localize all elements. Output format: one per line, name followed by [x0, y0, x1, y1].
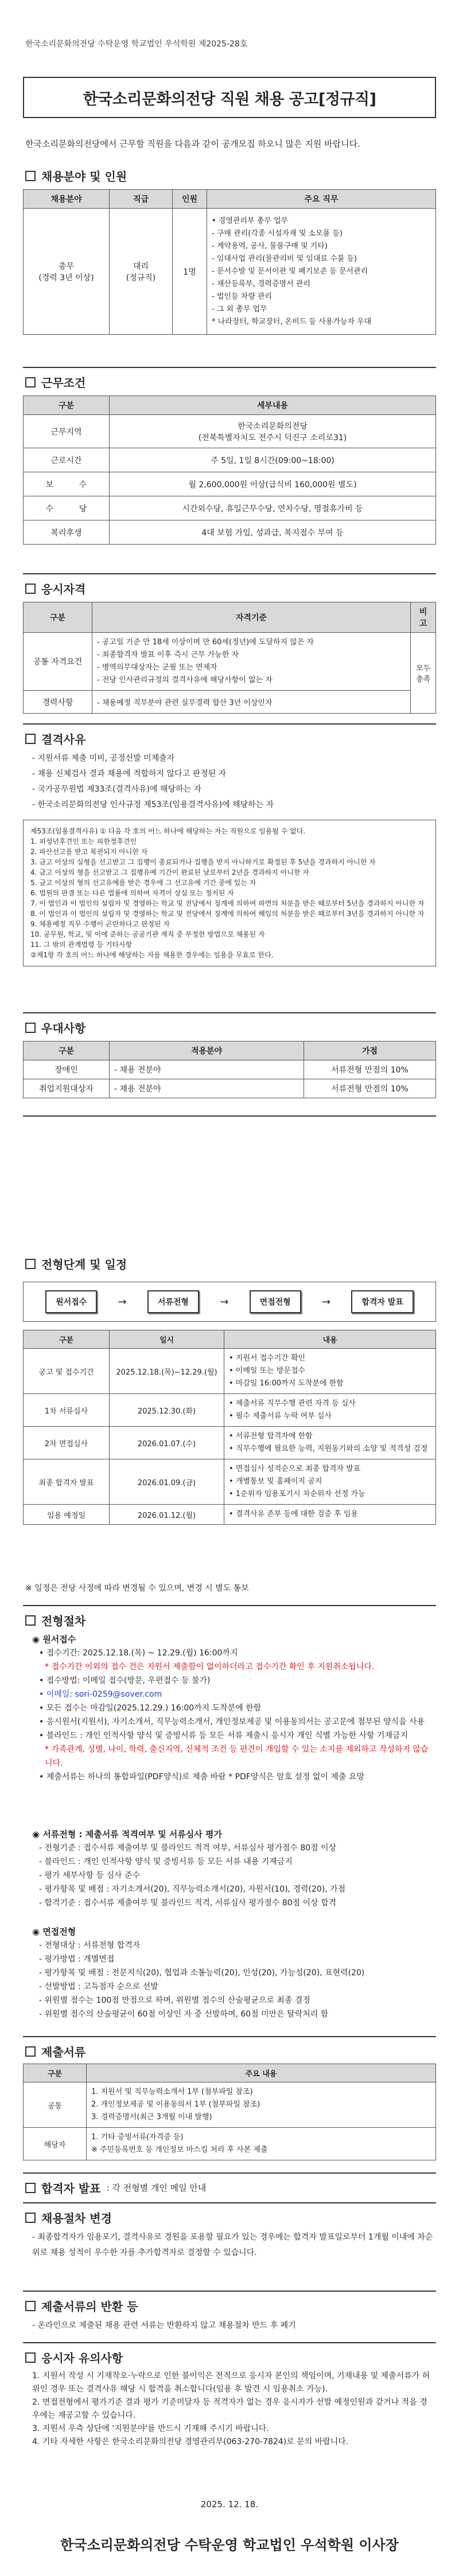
flow-step: 서류전형 — [147, 1290, 199, 1313]
arrow-right-icon: → — [321, 1295, 331, 1308]
qual-table: 구분 자격기준 비고 공통 자격요건 - 공고일 기준 만 18세 이상이며 만 60세(정년)에 도달하지 않은 자 - 최종합격자 발표 이후 즉시 근무 가능한 자 - 병역의무대상자는 군필 또는 면제자 - 전당 인사관리규정의 결격사유에 해당사항이 없는 자 모두 충족 경력사항 - 채용예정 직무분야 관련 실무경력 합산 3년 이상인자 — [23, 602, 436, 714]
divider — [23, 2291, 436, 2292]
page-title — [23, 77, 436, 118]
disq-list: - 지원서류 제출 미비, 공정선발 미제출자 - 채용 신체검사 결과 채용에 적합하지 않다고 판정된 자 - 국가공무원법 제33조(결격사유)에 해당하는 자 - 한국소리문화의전당 인사규정 제53조(임용결격사유)에 해당하는 자 — [32, 754, 274, 809]
section-return-heading: 제출서류의 반환 등 — [25, 2297, 138, 2314]
section-announce-heading: 합격자 발표 : 각 전형별 개인 메일 안내 — [25, 2179, 206, 2196]
square-bullet-icon — [25, 1615, 36, 1626]
divider — [23, 2172, 436, 2174]
section-recruit-heading: 채용분야 및 인원 — [25, 167, 127, 184]
flow-step: 합격자 발표 — [351, 1290, 414, 1313]
recruit-header: 채용분야 — [24, 190, 110, 209]
recruit-rank: 대리 (정규직) — [110, 209, 173, 335]
recruit-table — [23, 189, 436, 335]
disq-regulation-box: 제53조(임용결격사유) ① 다음 각 호의 어느 하나에 해당하는 자는 직원으로 임용될 수 없다. 1. 피성년후견인 또는 피한정후견인 2. 파산선고를 받고 복권되지 아니한 자 3. 금고 이상의 실형을 선고받고 그 집행이 종료되거나 집행을 받지 아니하기로 확정된 후 5년을 경과하지 아니한 자 4. 금고 이상의 형을 선고받고 그 집행유예 기간이 완료된 날로부터 2년을 경과하지 아니한 자 5. 금고 이상의 형의 선고유예를 받은 경우에 그 선고유예 기간 중에 있는 자 6. 법원의 판결 또는 다른 법률에 의하여 자격이 상실 또는 정지된 자 7. 이 법인과 이 법인의 설립자 및 경영하는 학교 및 전당에서 징계에 의하여 파면의 처분을 받은 때로부터 5년을 경과하지 아니한 자 8. 이 법인과 이 법인의 설립자 및 경영하는 학교 및 전당에서 징계에 의하여 해임의 처분을 받은 때로부터 3년을 경과하지 아니한 자 9. 채용예정 직무 수행이 곤란하다고 판정된 자 10. 공무원, 학교, 및 이에 준하는 공공기관 재직 중 부정한 방법으로 채용된 자 11. 그 밖의 관계법령 등 기타사항 ②제1항 각 호의 어느 하나에 해당하는 자를 채용한 경우에는 임용을 무효로 한다. — [23, 820, 436, 966]
square-bullet-icon — [25, 1023, 36, 1033]
recruit-duties: • 경영관리부 총무 업무 - 구매 관리(각종 시설자재 및 소모품 등) - 계약용역, 공사, 물품구매 및 기타) - 임대사업 관리(물관리비 및 임대료 수불 등) - 문서수발 및 문서이관 및 폐기보존 등 문서관리 - 재산등록부, 경력증명서 관리 - 법인등 차량 관리 - 그 외 총무 업무 * 나라장터, 학교장터, 온비드 등 사용가능자 우대 — [207, 209, 436, 335]
flow-step: 원서접수 — [45, 1290, 97, 1313]
proc-document-screening: ◉ 서류전형 : 제출서류 적격여부 및 서류심사 평가 - 전형기준 : 접수서류 제출여부 및 블라인드 적격 여부, 서류심사 평가점수 80점 이상 - 블라인드 : 개인 인적사항 양식 및 증빙서류 등 모든 서류 내용 기재금지 - 평가 세부사항 등 심사 준수 - 평가항목 및 배점 : 자기소개서(20), 직무능력소개서(20), 자원서(10), 경력(20), 가점 - 합격기준 : 접수서류 제출여부 및 블라인드 적격, 서류심사 평가점수 80점 이상 합격 — [32, 1827, 434, 1910]
footer-date: 2025. 12. 18. — [200, 2499, 259, 2510]
recruit-header: 인원 — [173, 190, 207, 209]
schedule-note: ※ 일정은 전당 사정에 따라 변경될 수 있으며, 변경 시 별도 통보 — [25, 1584, 249, 1593]
proc-interview: ◉ 면접전형 - 전형대상 : 서류전형 합격자 - 평가방법 : 개별면접 - 평가항목 및 배점 : 전문지식(20), 협업과 소통능력(20), 인성(20), 가능성(20), 표현력(20) - 선발방법 : 고득점자 순으로 선발 - 위원별 점수는 100점 만점으로 하며, 위원별 점수의 산술평균으로 최종 결정 - 위원별 점수의 산술평균이 60점 이상인 자 중 선발하며, 60점 미만은 탈락처리 함 — [32, 1925, 434, 2021]
arrow-right-icon: → — [220, 1295, 229, 1308]
return-text: - 온라인으로 제출된 채용 관련 서류는 반환하지 않고 채용절차 반드 후 폐기 — [32, 2321, 296, 2330]
section-docs-heading: 제출서류 — [25, 2043, 85, 2060]
divider — [23, 1115, 436, 1117]
recruit-header: 주요 직무 — [207, 190, 436, 209]
section-sched-heading: 전형단계 및 일정 — [25, 1255, 127, 1272]
recruit-header: 직급 — [110, 190, 173, 209]
proc-step-title: ◉ 서류전형 : 제출서류 적격여부 및 서류심사 평가 — [32, 1829, 222, 1839]
divider — [23, 1605, 436, 1606]
section-work-heading: 근무조건 — [25, 374, 85, 390]
divider — [23, 2342, 436, 2343]
section-notes-heading: 응시자 유의사항 — [25, 2349, 123, 2366]
section-pref-heading: 우대사항 — [25, 1019, 85, 1036]
square-bullet-icon — [25, 584, 36, 594]
divider — [23, 367, 436, 368]
divider — [23, 723, 436, 725]
proc-step-title: ◉ 면접전형 — [32, 1927, 76, 1937]
square-bullet-icon — [25, 2301, 36, 2311]
notes-list: 1. 지원서 작성 시 기재착오·누락으로 인한 불이익은 전적으로 응시자 본인의 책임이며, 기재내용 및 제출서류가 허위인 경우 또는 결격사유 해당 시 합격을 취소합니다(임용 후 발견 시 임용취소 가능). 2. 면접전형에서 평가기준 결과 평가 기준미달자 등 적격자가 없는 경우 응시자가 선발 예정인원과 같거나 적을 경우에는 재공고할 수 있습니다. 3. 지원서 우측 상단에 '지원분야'를 반드시 기재해 주시기 바랍니다. 4. 기타 자세한 사항은 한국소리문화의전당 경영관리부(063-270-7824)로 문의 바랍니다. — [32, 2371, 430, 2446]
footer-organization: 한국소리문화의전당 수탁운영 학교법인 우석학원 이사장 — [60, 2537, 399, 2553]
pref-table: 구분 적용분야 가점 장애인 - 채용 전분야 서류전형 만점의 10% 취업지원대상자 - 채용 전분야 서류전형 만점의 10% — [23, 1041, 436, 1098]
process-flow — [23, 1282, 436, 1322]
change-text: - 최종합격자가 임용포기, 결격사유로 경원을 포용할 필요가 있는 경우에는 합격자 발표일로부터 1개월 이내에 차순위로 채용 성적이 우수한 자를 추가합격자로 결정할 수 있습니다. — [32, 2233, 433, 2257]
square-bullet-icon — [25, 377, 36, 387]
recruit-count: 1명 — [173, 209, 207, 335]
recruit-field: 총무 (경력 3년 이상) — [24, 209, 110, 335]
announce-text: : 각 전형별 개인 메일 안내 — [106, 2183, 207, 2193]
square-bullet-icon — [25, 2046, 36, 2057]
square-bullet-icon — [25, 171, 36, 181]
divider — [23, 573, 436, 574]
square-bullet-icon — [25, 734, 36, 744]
title-text: 한국소리문화의전당 직원 채용 공고[정규직] — [83, 90, 376, 108]
work-table: 구분 세부내용 근무지역 한국소리문화의전당 (전북특별자치도 전주시 덕진구 소리로31) 근로시간 주 5일, 1일 8시간(09:00~18:00) 보 수 월 2,600,000원 이상(급식비 160,000원 별도) 수 당 시간외수당, 휴일근무수당, 연차수당, 명절휴가비 등 복리후생 4대 보험 가입, 성과급, 복지점수 부여 등 — [23, 396, 436, 545]
email-link[interactable]: • 이메일: sori-0259@sover.com — [39, 1690, 162, 1699]
arrow-right-icon: → — [118, 1295, 127, 1308]
flow-step: 면접전형 — [250, 1290, 301, 1313]
square-bullet-icon — [25, 2352, 36, 2363]
proc-step-title: ◉ 원서접수 — [32, 1634, 76, 1645]
docs-table: 구분 주요 내용 공통 1. 지원서 및 직무능력소개서 1부 (첨부파일 참조) 2. 개인정보제공 및 이용동의서 1부 (첨부파일 참조) 3. 경력증명서(최근 3개월 이내 발행) 해당자 1. 기타 증빙서류(자격증 등) ※ 주민등록번호 등 개인정보 마스킹 처리 후 사본 제출 — [23, 2064, 436, 2160]
divider — [23, 2036, 436, 2037]
square-bullet-icon — [25, 1259, 36, 1269]
section-proc-heading: 전형절차 — [25, 1612, 85, 1628]
section-qual-heading: 응시자격 — [25, 580, 85, 597]
square-bullet-icon — [25, 2183, 36, 2193]
divider — [23, 2202, 436, 2203]
schedule-table: 구분 일시 내용 공고 및 접수기간 2025.12.18.(목)~12.29.(월) • 지원서 접수기간 확인 • 이메일 또는 방문접수 • 마감일 16:00까지 도착분에 한함 1차 서류심사 2025.12.30.(화) • 제출서류 직무수행 관련 자격 등 심사 • 필수 제출서류 누락 여부 심사 2차 면접심사 2026.01.07.(수) • 서류전형 합격자에 한함 • 직무수행에 필요한 능력, 지원동기와의 소양 및 적격성 검정 최종 합격자 발표 2026.01.09.(금) • 면접심사 성적순으로 최종 합격자 발표 • 개별통보 및 홈페이지 공지 • 1순위자 임용포기시 차순위자 선정 가능 임용 예정일 2026.01.12.(월) • 결격사유 존부 등에 대한 검증 후 임용 — [23, 1330, 436, 1525]
section-disq-heading: 결격사유 — [25, 730, 85, 747]
square-bullet-icon — [25, 2213, 36, 2223]
divider — [23, 1012, 436, 1013]
proc-application: ◉ 원서접수 • 접수기간: 2025.12.18.(목) ~ 12.29.(월) 16:00까지 * 접수기간 이외의 접수 건은 지원서 제출함이 없이하더라고 접수기간 확인 후 지원취소됩니다. • 접수방법: 이메일 접수(방문, 우편접수 등 불가) • 이메일: sori-0259@sover.com • 모든 접수는 마감일(2025.12.29.) 16:00까지 도착분에 한함 • 응시원서(지원서), 자기소개서, 직무능력소개서, 개인정보제공 및 이용동의서는 공고문에 첨부된 양식을 사용 • 블라인드 : 개인 인적사항 양식 및 증빙서류 등 모든 서류 제출시 응시자 개인 식별 가능한 사항 기재금지 * 가족관계, 성별, 나이, 학력, 출신지역, 신체적 조건 등 편견이 개입할 수 있는 소지를 제외하고 작성하지 않습니다. • 제출서류는 하나의 통합파일(PDF양식)로 제출 바람 * PDF양식은 암호 설정 없이 제출 요망 — [32, 1632, 434, 1784]
section-change-heading: 채용절차 변경 — [25, 2209, 112, 2226]
intro-text: 한국소리문화의전당에서 근무할 직원을 다음과 같이 공개모집 하오니 많은 지원 바랍니다. — [25, 139, 360, 149]
document-number: 한국소리문화의전당 수탁운영 학교법인 우석학원 제2025-28호 — [25, 40, 248, 49]
